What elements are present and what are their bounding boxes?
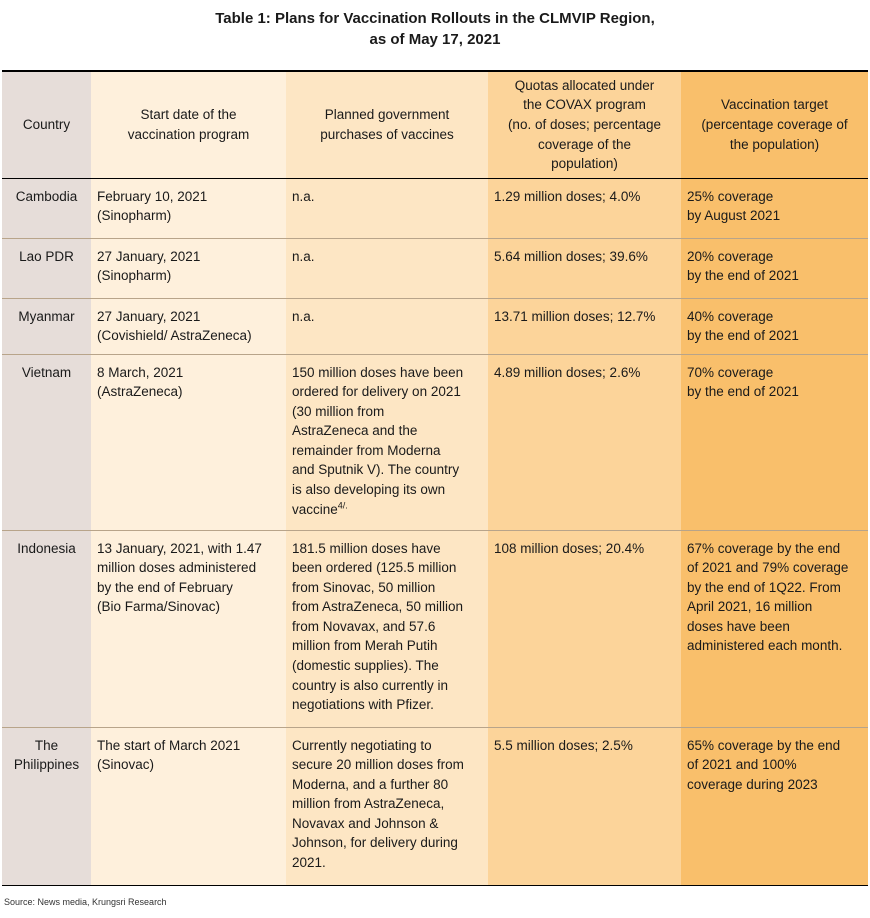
- cell-text-line: 4.89 million doses; 2.6%: [494, 364, 641, 380]
- cell-text-line: (no. of doses; percentage: [507, 116, 662, 132]
- cell-text-line: 13.71 million doses; 12.7%: [494, 308, 656, 324]
- cell-text-line: 8 March, 2021: [97, 364, 184, 380]
- cell-text-line: The start of March 2021: [97, 737, 241, 753]
- table-row-lao-pdr: [2, 238, 868, 298]
- cell-vaccination-target: [681, 238, 868, 298]
- cell-text-line: by August 2021: [687, 208, 781, 224]
- cell-text-line: 70% coverage: [687, 364, 774, 380]
- cell-text-line: of 2021 and 100%: [687, 757, 797, 773]
- cell-text-line: (AstraZeneca): [97, 384, 183, 400]
- cell-text-line: 25% coverage: [687, 188, 774, 204]
- cell-text-line: Currently negotiating to: [292, 737, 432, 753]
- cell-text-line: The: [34, 737, 59, 753]
- cell-text-line: 150 million doses have been: [292, 364, 464, 380]
- cell-text-line: ordered for delivery on 2021: [292, 384, 461, 400]
- cell-covax-quota: [488, 298, 681, 354]
- cell-text-line: by the end of 2021: [687, 328, 799, 344]
- cell-text-line: of 2021 and 79% coverage: [687, 560, 849, 576]
- cell-text-line: 27 January, 2021: [97, 308, 201, 324]
- cell-text-line: remainder from Moderna: [292, 442, 441, 458]
- cell-text-line: secure 20 million doses from: [292, 757, 464, 773]
- cell-start-date: [91, 530, 286, 727]
- cell-text-line: (30 million from: [292, 403, 385, 419]
- cell-text-line: (domestic supplies). The: [292, 658, 439, 674]
- cell-text-line: 65% coverage by the end: [687, 737, 841, 753]
- cell-planned-purchases: [286, 298, 488, 354]
- cell-text-line: by the end of 2021: [687, 268, 799, 284]
- table-row-indonesia: [2, 530, 868, 727]
- cell-text-line: by the end of 2021: [687, 384, 799, 400]
- cell-text-line: doses have been: [687, 618, 790, 634]
- table-row-myanmar: [2, 298, 868, 354]
- cell-planned-purchases: [286, 530, 488, 727]
- cell-text-line: by the end of 1Q22. From: [687, 579, 841, 595]
- cell-text-line: 5.64 million doses; 39.6%: [494, 248, 648, 264]
- cell-text-line: 67% coverage by the end: [687, 540, 841, 556]
- cell-text-line: purchases of vaccines: [320, 126, 454, 142]
- cell-covax-quota: [488, 727, 681, 885]
- cell-planned-purchases: [286, 727, 488, 885]
- cell-text-line: the population): [729, 136, 820, 152]
- cell-text-line: Vietnam: [21, 364, 72, 380]
- table-title: [0, 8, 870, 50]
- cell-start-date: [91, 298, 286, 354]
- cell-text-line: is also developing its own: [292, 482, 446, 498]
- header-row: [2, 71, 868, 178]
- cell-text-line: by the end of February: [97, 579, 233, 595]
- cell-text-line: (Covishield/ AstraZeneca): [97, 328, 252, 344]
- cell-country: [2, 178, 91, 238]
- cell-text-line: 181.5 million doses have: [292, 540, 441, 556]
- footnote-marker: 4/.: [337, 500, 348, 511]
- cell-text-line: April 2021, 16 million: [687, 599, 813, 615]
- cell-country: [2, 354, 91, 530]
- cell-vaccination-target: [681, 298, 868, 354]
- cell-text-line: million from Merah Putih: [292, 638, 438, 654]
- cell-text-line: negotiations with Pfizer.: [292, 697, 434, 713]
- cell-text-line: Philippines: [13, 757, 80, 773]
- table-title-line-2: as of May 17, 2021: [369, 31, 501, 48]
- cell-text-line: 20% coverage: [687, 248, 774, 264]
- table-row-philippines: [2, 727, 868, 885]
- cell-text-line: Indonesia: [17, 540, 76, 556]
- cell-text-line: 13 January, 2021, with 1.47: [97, 540, 262, 556]
- cell-text-line: n.a.: [292, 308, 315, 324]
- cell-planned-purchases: [286, 238, 488, 298]
- cell-country: [2, 727, 91, 885]
- cell-planned-purchases: [286, 178, 488, 238]
- cell-text-line: and Sputnik V). The country: [292, 462, 460, 478]
- table-row-vietnam: [2, 354, 868, 530]
- cell-vaccination-target: [681, 354, 868, 530]
- cell-text-line: 2021.: [292, 855, 326, 871]
- cell-text-line: administered each month.: [687, 638, 843, 654]
- cell-text-line: n.a.: [292, 188, 315, 204]
- cell-text-line: AstraZeneca and the: [292, 423, 418, 439]
- cell-vaccination-target: [681, 178, 868, 238]
- cell-text-line: Lao PDR: [19, 248, 74, 264]
- cell-text-line: (Sinovac): [97, 757, 155, 773]
- cell-country: [2, 298, 91, 354]
- cell-planned-purchases: [286, 354, 488, 530]
- cell-text-line: Moderna, and a further 80: [292, 776, 449, 792]
- cell-text-line: Start date of the: [140, 107, 237, 123]
- cell-text-line: 1.29 million doses; 4.0%: [494, 188, 641, 204]
- cell-text-line: from Novavax, and 57.6: [292, 618, 436, 634]
- cell-text-line: 40% coverage: [687, 308, 774, 324]
- header-covax-quotas: [488, 71, 681, 178]
- cell-text-line: country is also currently in: [292, 677, 449, 693]
- cell-text-line: Novavax and Johnson &: [292, 815, 439, 831]
- cell-text-line: million from AstraZeneca,: [292, 796, 445, 812]
- cell-covax-quota: [488, 354, 681, 530]
- cell-text-line: (Sinopharm): [97, 208, 172, 224]
- table-row-cambodia: [2, 178, 868, 238]
- cell-start-date: [91, 178, 286, 238]
- cell-text-line: coverage of the: [537, 136, 632, 152]
- cell-text-line: been ordered (125.5 million: [292, 560, 457, 576]
- cell-country: [2, 238, 91, 298]
- cell-text-line: Quotas allocated under: [514, 77, 655, 93]
- cell-text-line: n.a.: [292, 248, 315, 264]
- source-note: Source: News media, Krungsri Research: [4, 897, 167, 907]
- cell-country: [2, 530, 91, 727]
- cell-covax-quota: [488, 530, 681, 727]
- cell-text-line: population): [551, 156, 618, 172]
- cell-text-line: Cambodia: [15, 188, 78, 204]
- cell-text-line: coverage during 2023: [687, 776, 818, 792]
- cell-text-line: from Sinovac, 50 million: [292, 579, 436, 595]
- cell-text-line: February 10, 2021: [97, 188, 208, 204]
- cell-text-line: vaccine$^{4/.}$: [292, 500, 348, 517]
- cell-text-line: million doses administered: [97, 560, 257, 576]
- cell-start-date: [91, 727, 286, 885]
- cell-start-date: [91, 238, 286, 298]
- cell-text-line: (Sinopharm): [97, 268, 172, 284]
- cell-text-line: Johnson, for delivery during: [292, 835, 458, 851]
- cell-text-line: vaccination program: [127, 126, 250, 142]
- cell-covax-quota: [488, 238, 681, 298]
- cell-text-line: Country: [22, 116, 71, 132]
- vaccination-rollout-table: [2, 70, 868, 886]
- cell-text-line: 27 January, 2021: [97, 248, 201, 264]
- cell-vaccination-target: [681, 530, 868, 727]
- header-planned-purchases: [286, 71, 488, 178]
- cell-start-date: [91, 354, 286, 530]
- cell-text-line: from AstraZeneca, 50 million: [292, 599, 464, 615]
- header-start-date: [91, 71, 286, 178]
- table-title-line-1: Table 1: Plans for Vaccination Rollouts in the CLMVIP Region,: [215, 10, 655, 27]
- cell-text-line: 5.5 million doses; 2.5%: [494, 737, 633, 753]
- cell-text-line: Myanmar: [18, 308, 75, 324]
- header-vaccination-target: [681, 71, 868, 178]
- cell-text-line: Planned government: [324, 107, 450, 123]
- cell-vaccination-target: [681, 727, 868, 885]
- header-country: [2, 71, 91, 178]
- cell-text-line: Vaccination target: [720, 97, 829, 113]
- cell-text-line: the COVAX program: [523, 97, 646, 113]
- cell-text-line: (Bio Farma/Sinovac): [97, 599, 221, 615]
- cell-covax-quota: [488, 178, 681, 238]
- cell-text-line: 108 million doses; 20.4%: [494, 540, 645, 556]
- cell-text-line: (percentage coverage of: [701, 116, 848, 132]
